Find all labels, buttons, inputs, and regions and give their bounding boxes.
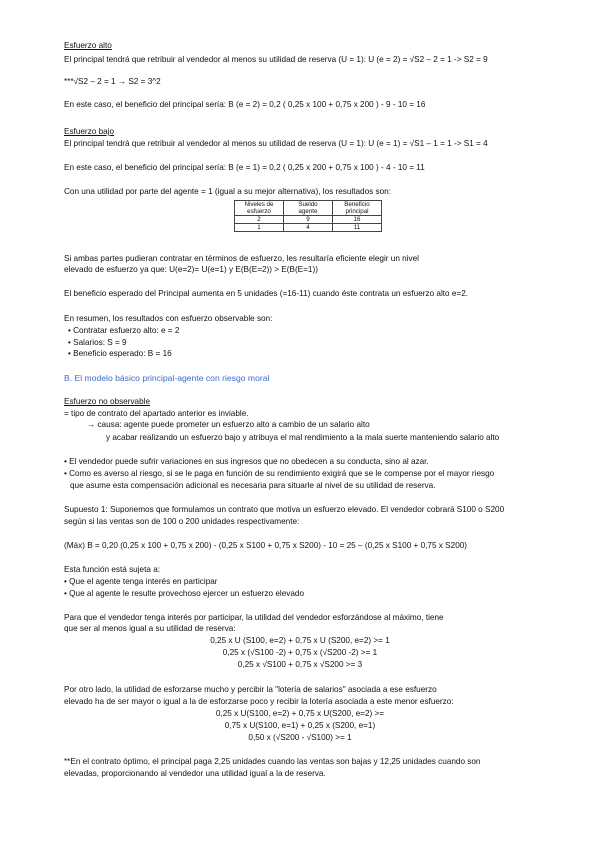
text-line: ***√S2 – 2 = 1 → S2 = 3^2 xyxy=(64,77,161,86)
table-cell: 4 xyxy=(284,224,333,232)
text-line: que ser al menos igual a su utilidad de reserva: xyxy=(64,624,236,633)
text-line: Esta función está sujeta a: xyxy=(64,565,161,574)
text-line: Con una utilidad por parte del agente = 1 (igual a su mejor alternativa), los resultados son: xyxy=(64,187,392,196)
heading-esfuerzo-no-observable: Esfuerzo no observable xyxy=(64,397,151,406)
text-line: En resumen, los resultados con esfuerzo observable son: xyxy=(64,314,273,323)
text-line: Si ambas partes pudieran contratar en términos de esfuerzo, les resultaría eficiente elegir un nivel xyxy=(64,254,419,263)
text-line: El beneficio esperado del Principal aumenta en 5 unidades (=16-11) cuando éste contrata un esfuerzo alto e=2. xyxy=(64,289,469,298)
list-item: • Beneficio esperado: B = 16 xyxy=(68,349,172,358)
formula-line: 0,25 x U(S100, e=2) + 0,75 x U(S200, e=2) >= xyxy=(215,709,385,718)
text-line: El principal tendrá que retribuir al vendedor al menos su utilidad de reserva (U = 1): U (e = 1) = √S1 – 1 = 1 -> S1 = 4 xyxy=(64,139,488,148)
table-cell: 11 xyxy=(333,224,382,232)
table-cell: 2 xyxy=(235,216,284,224)
table-row xyxy=(235,224,382,232)
table-header-cell: Sueldo agente xyxy=(284,201,333,216)
list-item: • Que el agente tenga interés en participar xyxy=(64,577,218,586)
list-item: • Contratar esfuerzo alto: e = 2 xyxy=(68,326,180,335)
text-line: → causa: agente puede prometer un esfuerzo alto a cambio de un salario alto xyxy=(87,420,370,429)
list-item: • Salarios: S = 9 xyxy=(68,338,127,347)
table-cell: 1 xyxy=(235,224,284,232)
table-cell: 9 xyxy=(284,216,333,224)
table-header-cell: Beneficio principal xyxy=(333,201,382,216)
text-line: elevadas, proporcionando al vendedor una utilidad igual a la de reserva. xyxy=(64,769,326,778)
formula-line: 0,50 x (√S200 - √S100) >= 1 xyxy=(248,733,352,742)
list-item: • Que al agente le resulte provechoso ejercer un esfuerzo elevado xyxy=(64,589,304,598)
text-line: Para que el vendedor tenga interés por participar, la utilidad del vendedor esforzándose al máximo, tiene xyxy=(64,613,444,622)
list-item: • Como es averso al riesgo, si se le paga en función de su rendimiento exigirá que se le compense por el mayor riesgo xyxy=(64,469,495,478)
formula-line: 0,25 x √S100 + 0,75 x √S200 >= 3 xyxy=(237,660,363,669)
table-header-cell: Niveles de esfuerzo xyxy=(235,201,284,216)
text-line: El principal tendrá que retribuir al vendedor al menos su utilidad de reserva (U = 1): U (e = 2) = √S2 – 2 = 1 -> S2 = 9 xyxy=(64,55,488,64)
text-line: Supuesto 1: Suponemos que formulamos un contrato que motiva un esfuerzo elevado. El vendedor cobrará S100 o S200 xyxy=(64,505,505,514)
text-line: En este caso, el beneficio del principal sería: B (e = 1) = 0,2 ( 0,25 x 200 + 0,75 x 100 ) - 4 - 10 = 11 xyxy=(64,163,425,172)
table-header-row xyxy=(235,201,382,216)
formula-line: 0,75 x U(S100, e=1) + 0,25 x (S200, e=1) xyxy=(224,721,376,730)
text-line: elevado ha de ser mayor o igual a la de esforzarse poco y recibir la lotería asociada a este menor esfuerzo: xyxy=(64,697,454,706)
formula-line: (Máx) B = 0,20 (0,25 x 100 + 0,75 x 200) - (0,25 x S100 + 0,75 x S200) - 10 = 25 – (0,25 x S100 + 0,75 x S200) xyxy=(64,541,468,550)
heading-esfuerzo-bajo: Esfuerzo bajo xyxy=(64,127,115,136)
formula-line: 0,25 x U (S100, e=2) + 0,75 x U (S200, e=2) >= 1 xyxy=(210,636,390,645)
text-line: que asume esta compensación adicional es necesaria para situarle al nivel de su utilidad de reserva. xyxy=(70,481,436,490)
formula-line: 0,25 x (√S100 -2) + 0,75 x (√S200 -2) >= 1 xyxy=(222,648,378,657)
text-line: En este caso, el beneficio del principal sería: B (e = 2) = 0,2 ( 0,25 x 100 + 0,75 x 200 ) - 9 - 10 = 16 xyxy=(64,100,426,109)
text-line: = tipo de contrato del apartado anterior es inviable. xyxy=(64,409,249,418)
text-line: y acabar realizando un esfuerzo bajo y atribuya el mal rendimiento a la mala suerte manteniendo salario alto xyxy=(106,433,500,442)
table-cell: 16 xyxy=(333,216,382,224)
list-item: • El vendedor puede sufrir variaciones en sus ingresos que no obedecen a su conducta, sino al azar. xyxy=(64,457,429,466)
results-table xyxy=(234,200,382,232)
heading-esfuerzo-alto: Esfuerzo alto xyxy=(64,41,112,50)
text-line: elevado de esfuerzo ya que: U(e=2)= U(e=1) y E(B(E=2)) > E(B(E=1)) xyxy=(64,265,318,274)
text-line: **En el contrato óptimo, el principal paga 2,25 unidades cuando las ventas son bajas y 12,25 unidades cuando son xyxy=(64,757,481,766)
text-line: según si las ventas son de 100 o 200 unidades respectivamente: xyxy=(64,517,300,526)
section-heading: B. El modelo básico principal-agente con riesgo moral xyxy=(64,373,270,383)
text-line: Por otro lado, la utilidad de esforzarse mucho y percibir la "lotería de salarios" asociada a ese esfuerzo xyxy=(64,685,437,694)
table-row xyxy=(235,216,382,224)
